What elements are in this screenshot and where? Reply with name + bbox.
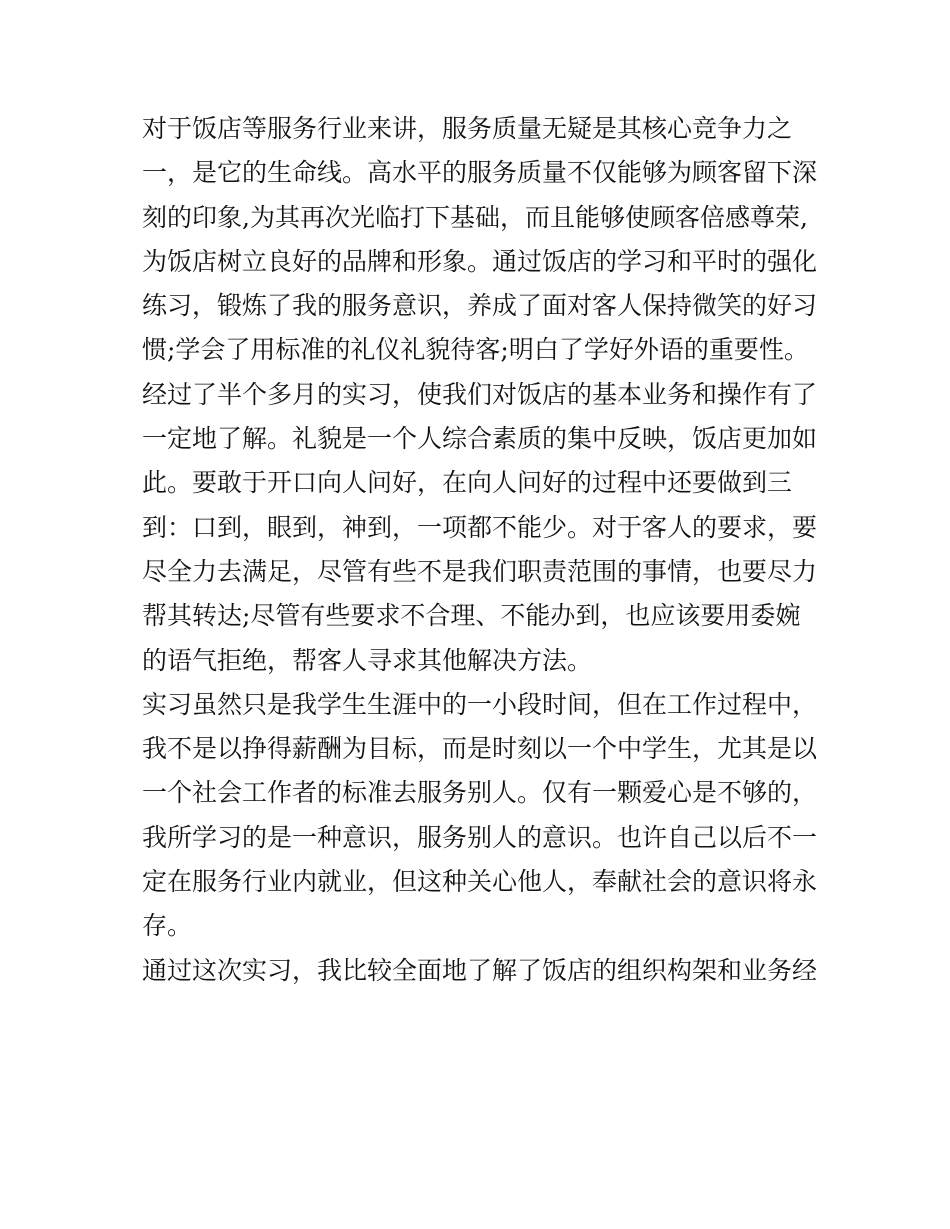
text-line: 对于饭店等服务行业来讲，服务质量无疑是其核心竞争力之 (142, 114, 793, 143)
body-text (142, 107, 822, 993)
text-line: 一个社会工作者的标准去服务别人。仅有一颗爱心是不够的， (142, 778, 818, 808)
text-line: 的语气拒绝，帮客人寻求其他解决方法。 (142, 645, 593, 675)
text-line: 此。要敢于开口向人问好，在向人问好的过程中还要做到三 (142, 468, 793, 498)
text-line: 帮其转达;尽管有些要求不合理、不能办到，也应该要用委婉 (142, 601, 801, 631)
text-line: 练习，锻炼了我的服务意识，养成了面对客人保持微笑的好习 (142, 291, 818, 321)
text-line: 经过了半个多月的实习，使我们对饭店的基本业务和操作有了 (142, 379, 818, 409)
text-line: 为饭店树立良好的品牌和形象。通过饭店的学习和平时的强化 (142, 246, 818, 276)
text-line: 通过这次实习，我比较全面地了解了饭店的组织构架和业务经 (142, 955, 818, 985)
text-line: 一，是它的生命线。高水平的服务质量不仅能够为顾客留下深 (142, 158, 818, 188)
text-line: 惯;学会了用标准的礼仪礼貌待客;明白了学好外语的重要性。 (142, 335, 809, 365)
text-line: 定在服务行业内就业，但这种关心他人，奉献社会的意识将永 (142, 867, 818, 897)
text-line: 我所学习的是一种意识，服务别人的意识。也许自己以后不一 (142, 822, 818, 852)
text-line: 尽全力去满足，尽管有些不是我们职责范围的事情，也要尽力 (142, 556, 818, 586)
text-line: 我不是以挣得薪酬为目标，而是时刻以一个中学生，尤其是以 (142, 734, 818, 764)
text-line: 实习虽然只是我学生生涯中的一小段时间，但在工作过程中， (142, 689, 818, 719)
text-line: 存。 (142, 911, 193, 941)
text-line: 刻的印象,为其再次光临打下基础，而且能够使顾客倍感尊荣, (142, 202, 808, 232)
text-line: 一定地了解。礼貌是一个人综合素质的集中反映，饭店更加如 (142, 424, 818, 454)
text-line: 到：口到，眼到，神到，一项都不能少。对于客人的要求，要 (142, 512, 818, 542)
